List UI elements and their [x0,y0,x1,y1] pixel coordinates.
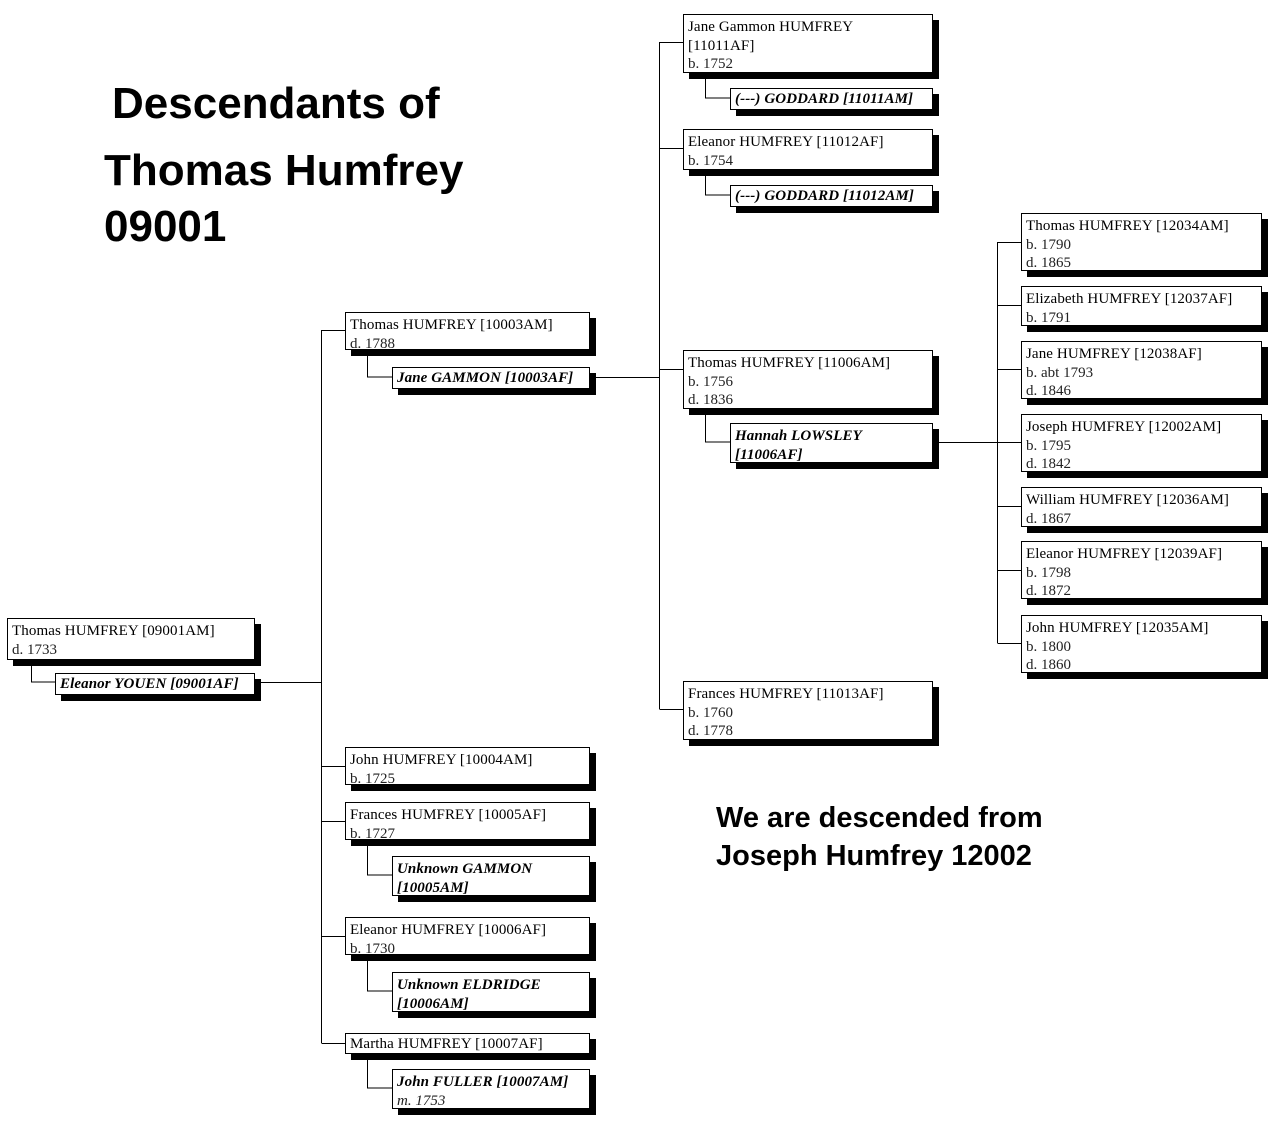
person-box-10003am[interactable] [345,312,590,350]
person-birth: b. 1752 [688,56,733,72]
spouse-connector [706,170,731,195]
person-box-10006af[interactable] [345,917,590,955]
person-box-12037af[interactable] [1021,286,1262,326]
person-death: d. 1872 [1026,583,1071,599]
spouse-box-10007am[interactable] [392,1069,590,1109]
spouse-id: [10005AM] [397,879,469,896]
spouse-connector [368,955,393,991]
person-death: d. 1733 [12,641,57,658]
person-death: d. 1846 [1026,383,1071,399]
spouse-name: John FULLER [10007AM] [397,1074,569,1090]
chart-title-line1: Descendants of [112,79,440,128]
person-name: Frances HUMFREY [10005AF] [350,807,547,823]
person-box-10007af[interactable] [345,1033,590,1054]
person-box-10005af[interactable] [345,802,590,840]
person-box-10004am[interactable] [345,747,590,785]
person-death: d. 1867 [1026,510,1071,527]
person-box-11012af[interactable] [683,129,933,170]
person-name: John HUMFREY [12035AM] [1026,620,1209,636]
person-birth: b. 1791 [1026,309,1071,326]
person-name: Eleanor HUMFREY [11012AF] [688,134,884,150]
person-death: d. 1836 [688,392,733,408]
person-birth: b. 1727 [350,825,395,842]
spouse-box-10006am[interactable] [392,972,590,1012]
person-name: Thomas HUMFREY [09001AM] [12,623,215,639]
person-id: [11011AF] [688,37,755,54]
person-box-11013af[interactable] [683,681,933,740]
person-birth: b. 1730 [350,940,395,957]
spouse-box-09001af[interactable] [55,673,255,695]
person-birth: b. 1798 [1026,564,1071,581]
spouse-name: Unknown ELDRIDGE [397,977,541,993]
spouse-box-11006af[interactable] [730,423,933,463]
descent-note-line2: Joseph Humfrey 12002 [716,840,1032,872]
spouse-box-10005am[interactable] [392,856,590,896]
person-box-12036am[interactable] [1021,487,1262,527]
person-death: d. 1860 [1026,657,1071,673]
spouse-id: [10006AM] [397,995,469,1012]
person-death: d. 1778 [688,723,733,739]
descent-note-line1: We are descended from [716,802,1043,834]
person-birth: b. 1725 [350,770,395,787]
person-death: d. 1865 [1026,255,1071,271]
person-name: Eleanor HUMFREY [10006AF] [350,922,547,938]
person-birth: b. 1800 [1026,638,1071,655]
person-birth: b. 1790 [1026,236,1071,253]
spouse-name: Hannah LOWSLEY [735,428,862,444]
spouse-id: [11006AF] [735,446,803,463]
person-box-11006am[interactable] [683,350,933,409]
person-birth: b. 1760 [688,704,733,721]
spouse-connector [368,1052,393,1088]
spouse-box-11012am[interactable] [730,185,933,207]
spouse-connector [706,410,731,442]
person-name: Thomas HUMFREY [12034AM] [1026,218,1229,234]
person-birth: b. 1756 [688,373,733,390]
chart-title-line2: Thomas Humfrey [104,146,464,195]
person-birth: b. abt 1793 [1026,364,1094,381]
spouse-box-10003af[interactable] [392,367,590,389]
person-name: Thomas HUMFREY [11006AM] [688,355,891,371]
person-box-12038af[interactable] [1021,341,1262,399]
marriage-date: m. 1753 [397,1092,446,1109]
person-name: William HUMFREY [12036AM] [1026,492,1230,508]
spouse-name: Unknown GAMMON [397,861,533,877]
spouse-name: (---) GODDARD [11012AM] [735,188,914,204]
person-name: John HUMFREY [10004AM] [350,752,533,768]
person-box-12002am[interactable] [1021,414,1262,472]
person-box-12035am[interactable] [1021,615,1262,673]
person-box-12034am[interactable] [1021,213,1262,271]
person-name: Thomas HUMFREY [10003AM] [350,317,553,333]
person-name: Elizabeth HUMFREY [12037AF] [1026,291,1233,307]
person-name: Joseph HUMFREY [12002AM] [1026,419,1222,435]
spouse-connector [706,75,731,98]
spouse-name: Eleanor YOUEN [09001AF] [60,676,239,692]
person-name: Eleanor HUMFREY [12039AF] [1026,546,1223,562]
spouse-connector [368,840,393,875]
person-name: Frances HUMFREY [11013AF] [688,686,884,702]
person-name: Jane Gammon HUMFREY [688,19,854,35]
spouse-name: (---) GODDARD [11011AM] [735,91,914,107]
person-death: d. 1842 [1026,456,1071,472]
person-death: d. 1788 [350,335,395,352]
person-birth: b. 1795 [1026,437,1071,454]
spouse-box-11011am[interactable] [730,88,933,110]
spouse-name: Jane GAMMON [10003AF] [397,370,574,386]
person-name: Jane HUMFREY [12038AF] [1026,346,1202,362]
person-box-12039af[interactable] [1021,541,1262,599]
spouse-connector [368,350,393,377]
person-box-11011af[interactable] [683,14,933,73]
chart-title-line3: 09001 [104,202,227,251]
spouse-connector [32,660,56,682]
person-name: Martha HUMFREY [10007AF] [350,1036,543,1052]
person-box-09001am[interactable] [7,618,255,660]
person-birth: b. 1754 [688,152,733,169]
